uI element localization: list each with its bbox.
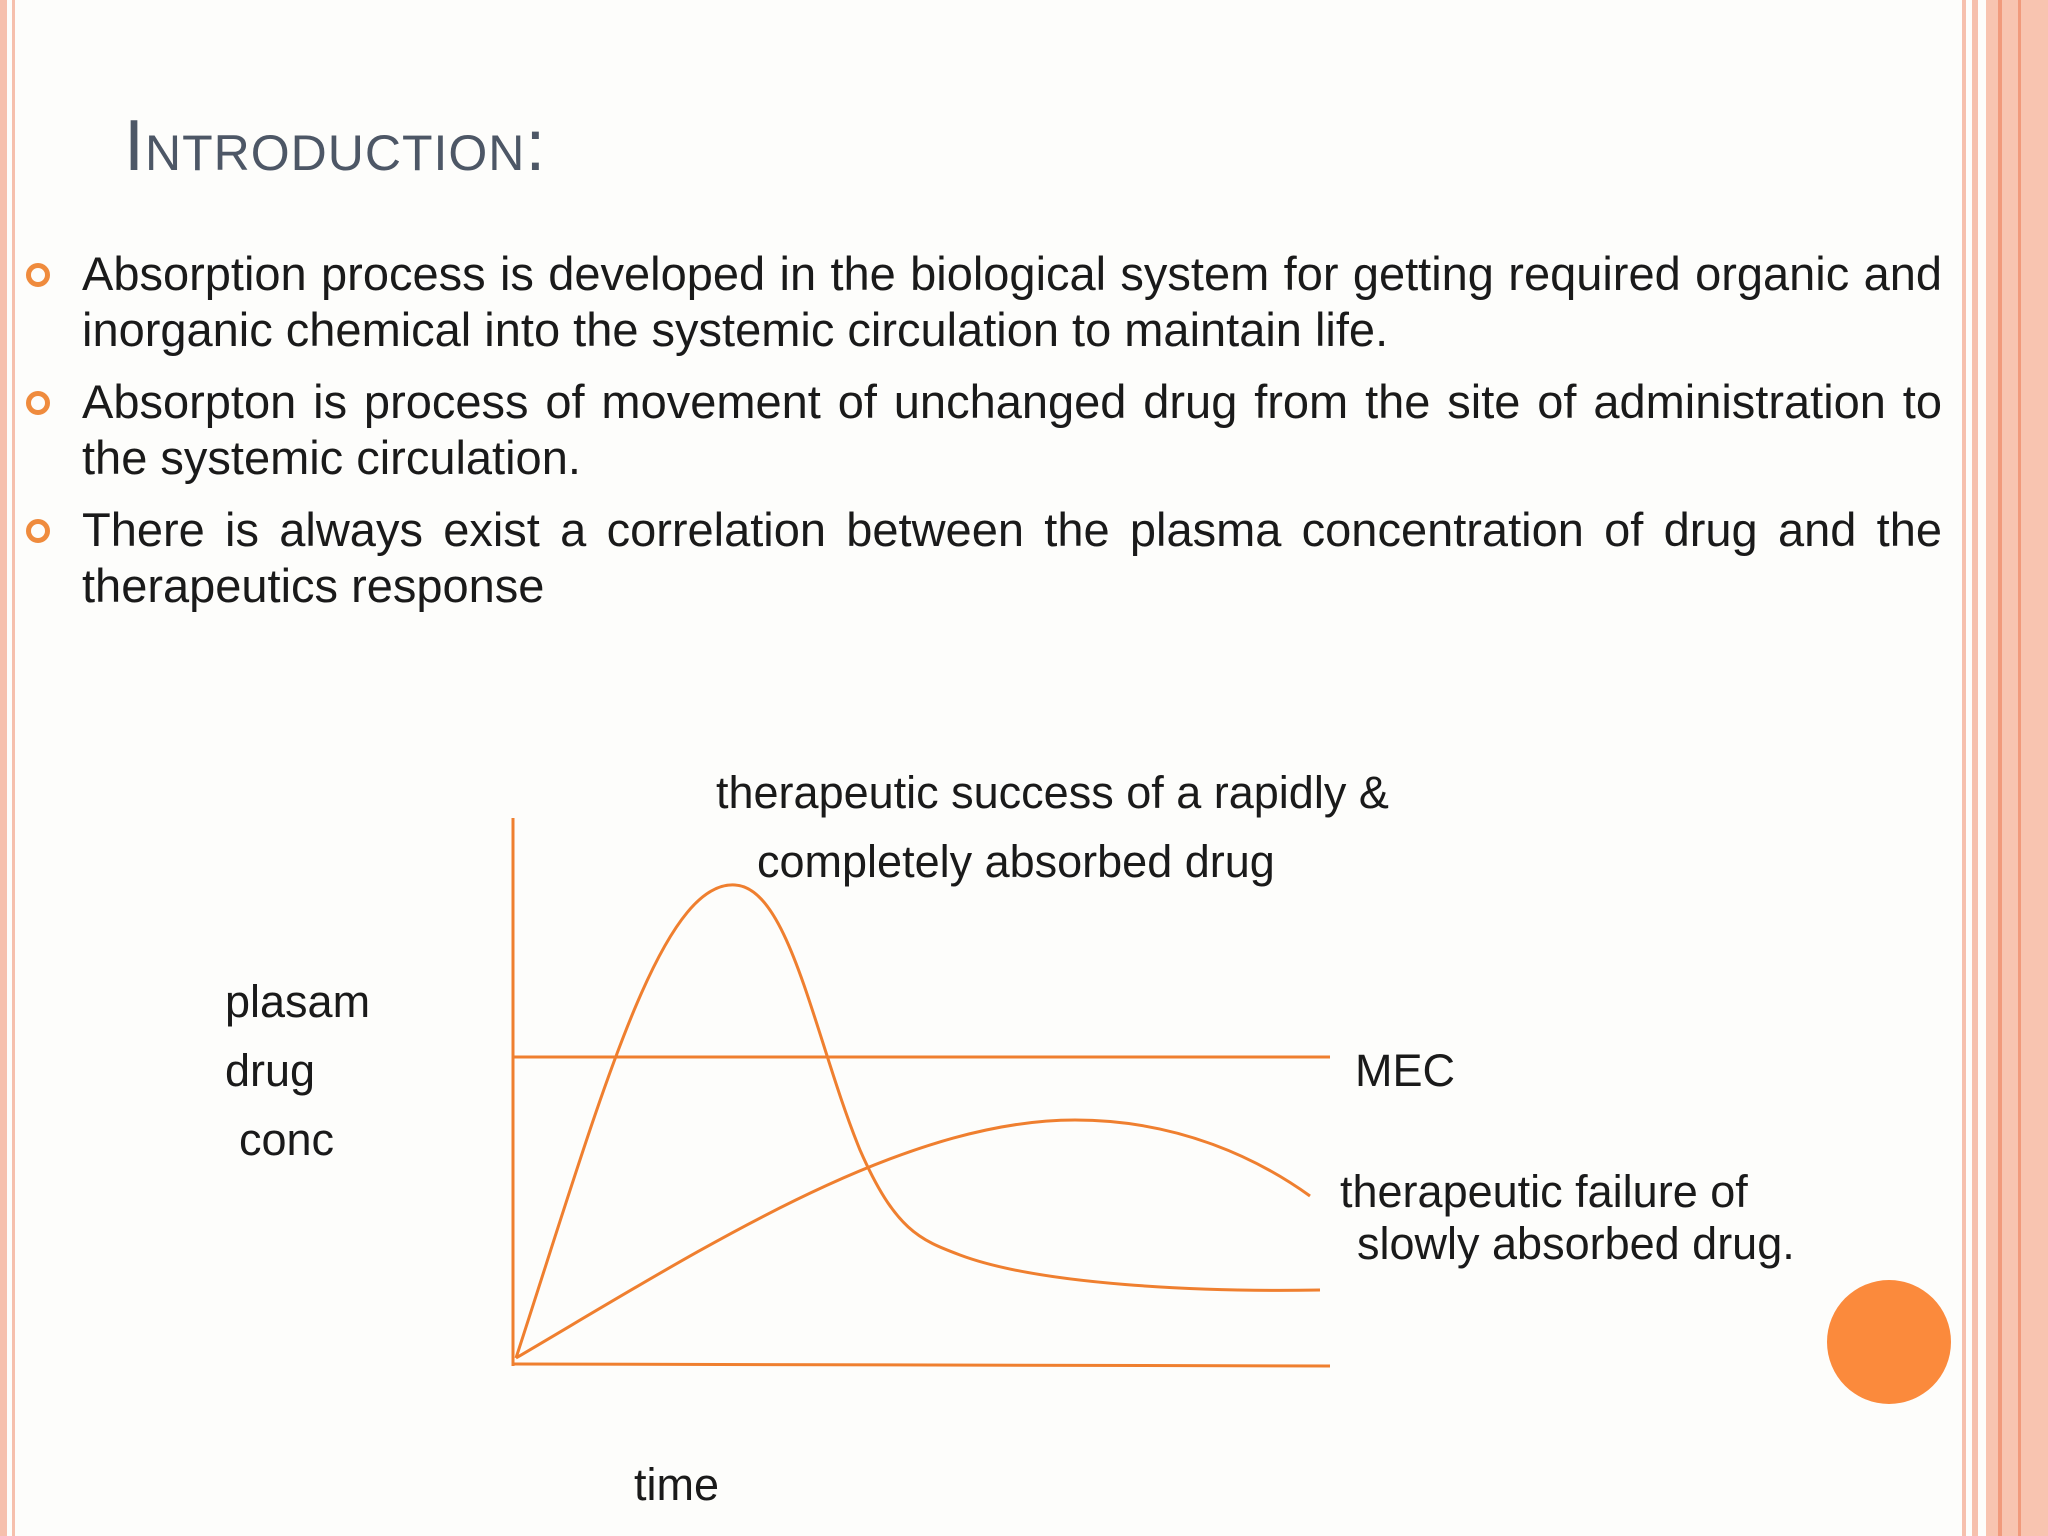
y-axis-label-line-2: drug <box>225 1045 316 1096</box>
bullet-circle-icon <box>26 263 50 287</box>
bullet-item <box>82 502 1942 614</box>
bullet-circle-icon <box>26 391 50 415</box>
decorative-circle <box>1827 1280 1951 1404</box>
failure-annotation-line-1: therapeutic failure of <box>1340 1166 1748 1217</box>
left-border-stripe <box>0 0 7 1536</box>
rapid-absorption-curve <box>516 885 1320 1358</box>
right-border-stripe <box>1972 0 1978 1536</box>
x-axis <box>513 1364 1330 1366</box>
bullet-text: Absorption process is developed in the biological system for getting required organic and inorganic chemical into the systemic circulation to maintain life. <box>82 247 1942 356</box>
mec-label: MEC <box>1355 1045 1455 1096</box>
right-border-line <box>1998 0 2002 1536</box>
failure-annotation-line-2: slowly absorbed drug. <box>1357 1218 1795 1269</box>
y-axis-label-line-1: plasam <box>225 976 371 1027</box>
success-annotation-line-1: therapeutic success of a rapidly & <box>716 767 1389 818</box>
bullet-list <box>82 246 1942 630</box>
bullet-item <box>82 246 1942 358</box>
bullet-text: Absorpton is process of movement of unchanged drug from the site of administration to the systemic circulation. <box>82 375 1942 484</box>
bullet-item <box>82 374 1942 486</box>
bullet-text: There is always exist a correlation between the plasma concentration of drug and the therapeutics response <box>82 503 1942 612</box>
success-annotation-line-2: completely absorbed drug <box>757 836 1275 887</box>
y-axis-label-line-3: conc <box>239 1114 335 1165</box>
slide-title: Introduction: <box>124 106 547 186</box>
right-border-stripe-thin <box>1962 0 1966 1536</box>
right-border-line-outer <box>2018 0 2021 1536</box>
slow-absorption-curve <box>516 1120 1310 1358</box>
bullet-circle-icon <box>26 519 50 543</box>
right-border-band <box>1986 0 2048 1536</box>
x-axis-label: time <box>634 1459 720 1510</box>
left-border-stripe-thin <box>12 0 15 1536</box>
